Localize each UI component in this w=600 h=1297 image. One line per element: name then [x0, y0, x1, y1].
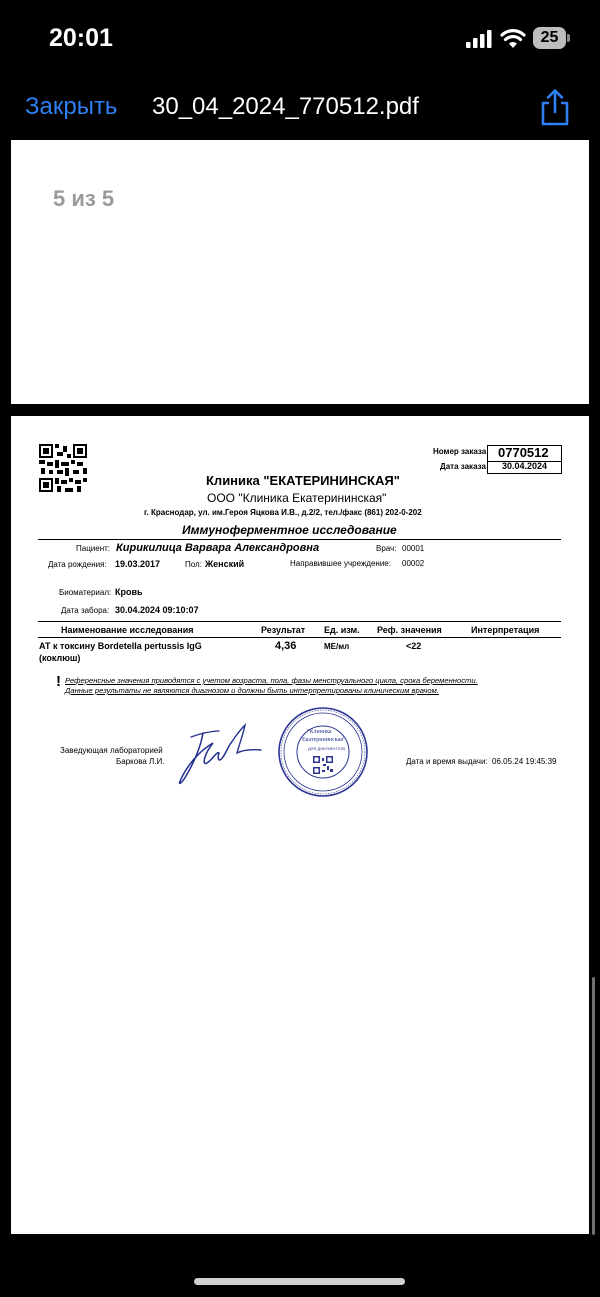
status-bar: [0, 0, 600, 80]
clinic-company: ООО "Клиника Екатерининская": [207, 491, 387, 505]
collection-date-label: Дата забора:: [61, 606, 110, 615]
stamp-icon: [277, 706, 369, 798]
section-title: Иммуноферментное исследование: [182, 523, 397, 537]
test-reference: <22: [406, 641, 422, 651]
clinic-address: г. Краснодар, ул. им.Героя Яцкова И.В., д.2/2, тел./факс (861) 202-0-202: [144, 508, 422, 517]
file-title: 30_04_2024_770512.pdf: [152, 93, 419, 120]
head-lab-name: Баркова Л.И.: [116, 757, 165, 766]
biomaterial-value: Кровь: [115, 587, 143, 597]
table-top-rule: [38, 621, 561, 622]
order-number-label: Номер заказа: [433, 447, 487, 456]
stamp-text-3: ДЛЯ ДОКУМЕНТОВ: [308, 746, 346, 751]
referring-value: 00002: [402, 559, 425, 568]
share-icon[interactable]: [538, 88, 572, 126]
cellular-signal-icon: [466, 30, 492, 48]
signature-icon: [173, 721, 263, 791]
clinic-stamp: [277, 706, 369, 798]
test-name: АТ к токсину Bordetella pertussis IgG: [39, 641, 202, 651]
doctor-value: 00001: [402, 544, 425, 553]
status-time: 20:01: [49, 24, 113, 52]
pdf-page-4: [11, 140, 589, 404]
sex-value: Женский: [205, 559, 245, 569]
battery-icon: [533, 27, 571, 49]
page-indicator: 5 из 5: [53, 186, 115, 211]
patient-label: Пациент:: [76, 544, 111, 553]
stamp-text-2: Екатерининская": [302, 737, 346, 743]
clinic-name: Клиника "ЕКАТЕРИНИНСКАЯ": [206, 473, 400, 488]
col-header-unit: Ед. изм.: [324, 625, 360, 635]
nav-bar: [0, 80, 600, 138]
close-button[interactable]: Закрыть: [25, 93, 118, 120]
sex-label: Пол:: [185, 560, 202, 569]
order-date: 30.04.2024: [502, 461, 548, 471]
col-header-result: Результат: [261, 625, 306, 635]
referring-label: Направившее учреждение:: [290, 559, 391, 568]
birth-date-label: Дата рождения:: [48, 560, 107, 569]
test-name-line2: (коклюш): [39, 653, 81, 663]
col-header-interpretation: Интерпретация: [471, 625, 540, 635]
col-header-name: Наименование исследования: [61, 625, 194, 635]
order-date-label: Дата заказа: [440, 462, 486, 471]
test-result: 4,36: [275, 640, 297, 652]
biomaterial-label: Биоматериал:: [59, 588, 112, 597]
pdf-page-5: [11, 416, 589, 1234]
birth-date-value: 19.03.2017: [115, 559, 161, 569]
test-unit: МЕ/мл: [324, 642, 350, 651]
wifi-icon: [500, 27, 526, 49]
table-header-rule: [38, 637, 561, 638]
battery-level: 25: [533, 27, 566, 49]
patient-name: Кирикилица Варвара Александровна: [116, 542, 320, 554]
warning-mark: !: [56, 673, 61, 690]
disclaimer-note: Данные результаты не являются диагнозом и должны быть интерпретированы клиническим врачом.: [65, 686, 439, 695]
order-number: 0770512: [498, 445, 549, 460]
col-header-ref: Реф. значения: [377, 625, 442, 635]
issue-datetime-value: 06.05.24 19:45:39: [492, 757, 557, 766]
stamp-text-1: "Клиника: [307, 729, 332, 735]
scroll-indicator[interactable]: [592, 977, 595, 1235]
home-indicator[interactable]: [194, 1278, 405, 1285]
reference-note: Референсные значения приводятся с учетом возраста, пола, фазы менструального цикла, срока беременности.: [65, 676, 478, 685]
collection-date-value: 30.04.2024 09:10:07: [115, 605, 199, 615]
lab-report: [11, 416, 589, 1234]
divider: [38, 539, 561, 540]
qr-code-icon: [39, 444, 87, 492]
head-lab-label: Заведующая лабораторией: [60, 746, 163, 755]
issue-datetime-label: Дата и время выдачи:: [406, 757, 488, 766]
doctor-label: Врач:: [376, 544, 397, 553]
